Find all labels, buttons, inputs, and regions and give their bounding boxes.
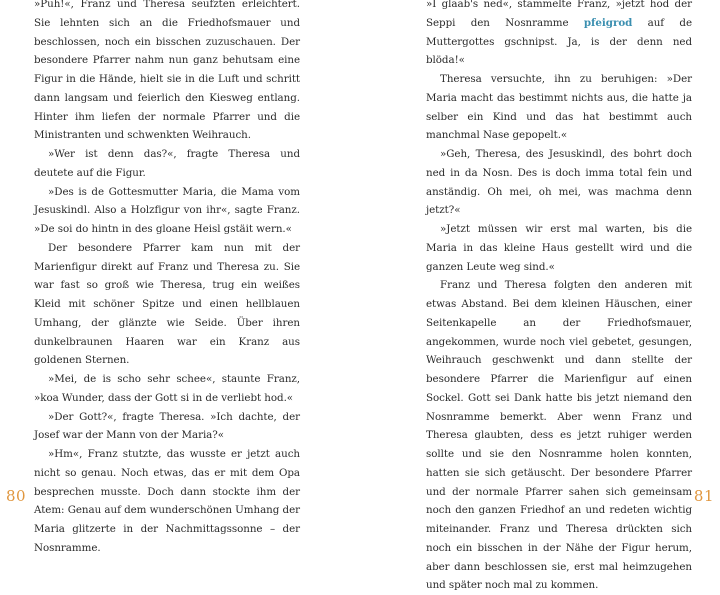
paragraph: Der besondere Pfarrer kam nun mit der Marienfigur direkt auf Franz und Theresa zu. Sie war fast so groß wie Theresa, trug ein weißes Kleid mit schöner Spitze und einen hellblauen Umhang, der glänzte wie Seide. Über ihren dunkelbraunen Haaren war ein Kranz aus goldenen Sternen. (34, 241, 300, 367)
right-page (360, 0, 720, 592)
paragraph: »Des is de Gottesmutter Maria, die Mama vom Jesuskindl. Also a Holzfigur von ihr«, sagte Franz. »De soi do hintn in des gloane Heisl gstäit wern.« (34, 185, 300, 235)
page-number-right: 81 (693, 487, 714, 505)
paragraph: »Mei, de is scho sehr schee«, staunte Franz, »koa Wunder, dass der Gott si in de verliebt hod.« (34, 373, 300, 404)
paragraph: »Geh, Theresa, des Jesuskindl, des bohrt doch ned in da Nosn. Des is doch imma total fein und anständig. Oh mei, oh mei, was machma denn jetzt?« (426, 148, 692, 217)
paragraph: »Wer ist denn das?«, fragte Theresa und deutete auf die Figur. (34, 148, 300, 179)
paragraph: »Puh!«, Franz und Theresa seufzten erleichtert. Sie lehnten sich an die Friedhofsmauer und beschlossen, noch ein bisschen zuzuschauen. Der besondere Pfarrer nahm nun ganz behutsam eine Figur in die Hände, hielt sie in die Luft und schritt dann langsam und feierlich den Kiesweg entlang. Hinter ihm liefen der normale Pfarrer und die Ministranten und schwenkten Weihrauch. (34, 0, 300, 142)
highlighted-word: pfeigrod (583, 16, 633, 29)
right-page-text (426, 0, 692, 595)
paragraph: »Hm«, Franz stutzte, das wusste er jetzt auch nicht so genau. Noch etwas, das er mit dem Opa besprechen musste. Doch dann stockte ihm der Atem: Genau auf dem wunderschönen Umhang der Maria glitzerte in der Nachmittagssonne – der Nosnramme. (34, 448, 300, 554)
paragraph-part: »I glaab's ned«, stammelte Franz, »jetzt hod der Seppi den Nosnramme (426, 0, 692, 29)
paragraph-part: auf de Muttergottes gschnipst. Ja, is der denn ned blöda!« (426, 16, 692, 67)
page-number-left: 80 (6, 487, 27, 505)
paragraph: »Jetzt müssen wir erst mal warten, bis die Maria in das kleine Haus gestellt wird und die ganzen Leute weg sind.« (426, 223, 692, 273)
paragraph (426, 0, 692, 70)
paragraph: Theresa versuchte, ihn zu beruhigen: »Der Maria macht das bestimmt nichts aus, die hatte ja selber ein Kind und das hat bestimmt auch manchmal Nase gepopelt.« (426, 73, 692, 142)
paragraph: Franz und Theresa folgten den anderen mit etwas Abstand. Bei dem kleinen Häuschen, einer Seitenkapelle an der Friedhofsmauer, angekommen, wurde noch viel gebetet, gesungen, Weihrauch geschwenkt und dann stellte der besondere Pfarrer die Marienfigur auf einen Sockel. Gott sei Dank hatte bis jetzt niemand den Nosnramme bemerkt. Aber wenn Franz und Theresa glaubten, dess es jetzt ruhiger werden sollte und sie den Nosnramme holen konnten, hatten sie sich getäuscht. Der besondere Pfarrer und der normale Pfarrer sahen sich gemeinsam noch den ganzen Friedhof an und redeten wichtig miteinander. Franz und Theresa drückten sich noch ein bisschen in der Nähe der Figur herum, aber dann beschlossen sie, erst mal heimzugehen und später noch mal zu kommen. (426, 279, 692, 592)
left-page-text (34, 0, 300, 558)
left-page (0, 0, 360, 554)
paragraph: »Der Gott?«, fragte Theresa. »Ich dachte, der Josef war der Mann von der Maria?« (34, 410, 300, 442)
